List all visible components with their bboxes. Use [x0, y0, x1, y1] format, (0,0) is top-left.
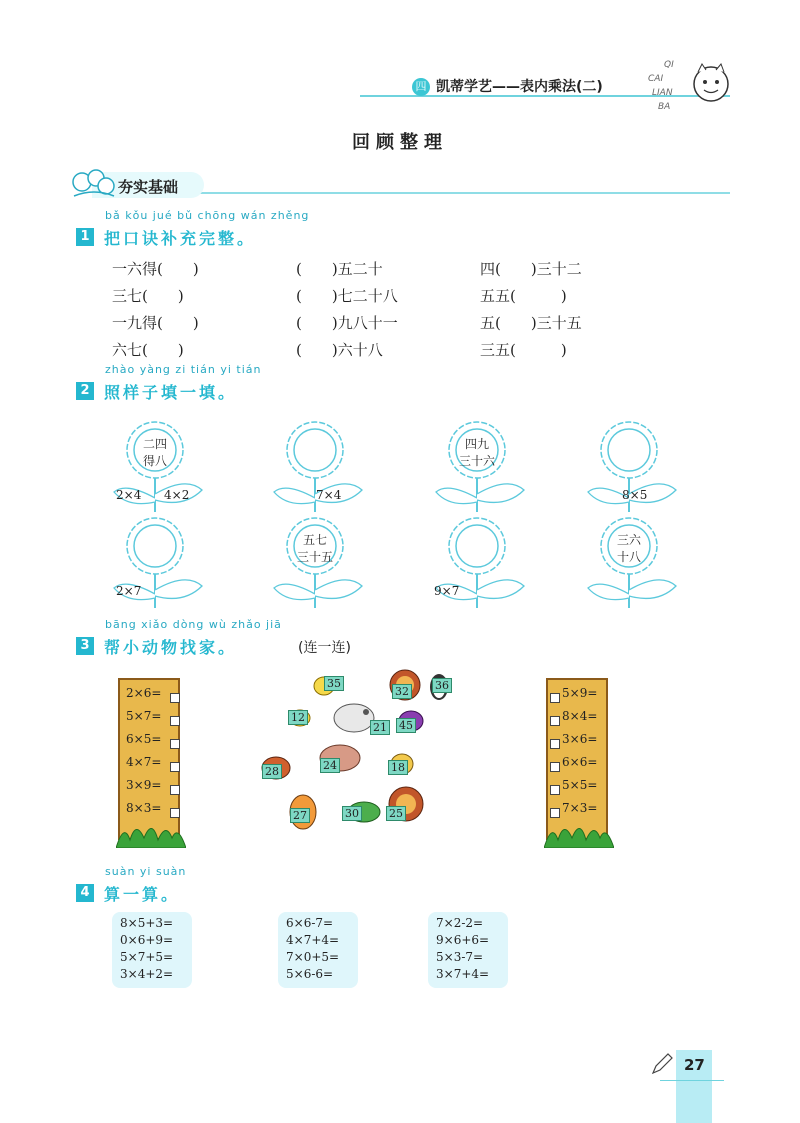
fill-item[interactable]: 三五( ) [480, 341, 567, 359]
animal-number: 21 [370, 720, 390, 735]
section-title: 夯实基础 [118, 178, 179, 196]
calc-box [112, 912, 192, 988]
animal-number: 36 [432, 678, 452, 693]
flower-outline-icon [580, 420, 720, 520]
flower-card [266, 516, 406, 616]
unit-title: 凯蒂学艺——表内乘法(二) [436, 79, 603, 95]
flower-card [266, 420, 406, 520]
flower-leaf-right[interactable]: 7×4 [316, 488, 342, 502]
connect-dot[interactable] [550, 785, 560, 795]
calc-problem[interactable]: 5×7+5= [120, 950, 174, 964]
fill-item[interactable]: ( )六十八 [296, 341, 383, 359]
calc-problem[interactable]: 3×7+4= [436, 967, 490, 981]
post-equation: 5×5= [562, 778, 598, 792]
calc-problem[interactable]: 7×0+5= [286, 950, 340, 964]
flower-outline-icon [106, 516, 246, 616]
q3-hint: (连一连) [298, 640, 351, 656]
flower-card [106, 516, 246, 616]
connect-dot[interactable] [550, 693, 560, 703]
animal-number: 45 [396, 718, 416, 733]
calc-problem[interactable]: 3×4+2= [120, 967, 174, 981]
fill-item[interactable]: 三七( ) [112, 287, 184, 305]
flower-center-text: 五七 三十五 [296, 533, 333, 564]
connect-dot[interactable] [170, 716, 180, 726]
connect-dot[interactable] [550, 808, 560, 818]
animal-number: 28 [262, 764, 282, 779]
fill-item[interactable]: 四( )三十二 [480, 260, 582, 278]
connect-dot[interactable] [170, 785, 180, 795]
q1-number: 1 [76, 228, 94, 246]
calc-problem[interactable]: 0×6+9= [120, 933, 174, 947]
cat-mascot-icon [690, 62, 732, 104]
post-equation: 7×3= [562, 801, 598, 815]
connect-dot[interactable] [170, 762, 180, 772]
unit-badge: 四 [412, 78, 430, 96]
post-equation: 5×7= [126, 709, 162, 723]
fill-item[interactable]: 五五( ) [480, 287, 567, 305]
animal-number: 12 [288, 710, 308, 725]
animal-number: 24 [320, 758, 340, 773]
fill-item[interactable]: 一六得( ) [112, 260, 199, 278]
connect-dot[interactable] [550, 739, 560, 749]
fill-item[interactable]: ( )五二十 [296, 260, 383, 278]
calc-problem[interactable]: 9×6+6= [436, 933, 490, 947]
q4-number: 4 [76, 884, 94, 902]
fill-item[interactable]: ( )七二十八 [296, 287, 398, 305]
post-equation: 6×6= [562, 755, 598, 769]
q3-instruction: 帮小动物找家。 [104, 638, 238, 657]
q3-pinyin: bāng xiǎo dòng wù zhǎo jiā [105, 618, 282, 631]
flower-center-text: 二四 得八 [142, 437, 167, 468]
animal-number: 18 [388, 760, 408, 775]
connect-dot[interactable] [550, 762, 560, 772]
grass-icon [116, 818, 186, 848]
fill-item[interactable]: 一九得( ) [112, 314, 199, 332]
deco-word: LIAN [652, 88, 673, 98]
fill-item[interactable]: 五( )三十五 [480, 314, 582, 332]
calc-problem[interactable]: 5×3-7= [436, 950, 484, 964]
flower-card [428, 516, 568, 616]
deco-word: QI [664, 60, 674, 70]
flower-leaf-right[interactable]: 4×2 [164, 488, 190, 502]
animal-number: 32 [392, 684, 412, 699]
flower-leaf-left[interactable]: 2×4 [116, 488, 142, 502]
flower-outline-icon [266, 420, 406, 520]
calc-box [428, 912, 508, 988]
flower-cluster-icon [70, 166, 118, 200]
deco-word: BA [658, 102, 671, 112]
flower-outline-icon [106, 420, 246, 520]
animal-number: 30 [342, 806, 362, 821]
flower-card [580, 516, 720, 616]
fill-item[interactable]: ( )九八十一 [296, 314, 398, 332]
pencil-icon [650, 1052, 674, 1076]
animal-number: 27 [290, 808, 310, 823]
grass-icon [544, 818, 614, 848]
flower-outline-icon [580, 516, 720, 616]
connect-dot[interactable] [170, 693, 180, 703]
matching-scene [110, 668, 622, 856]
q3-number: 3 [76, 637, 94, 655]
calc-problem[interactable]: 8×5+3= [120, 916, 174, 930]
calc-problem[interactable]: 6×6-7= [286, 916, 334, 930]
flower-center-text: 四九 三十六 [458, 437, 495, 468]
q2-pinyin: zhào yàng zi tián yi tián [105, 363, 262, 376]
flower-center-text: 三六 十八 [616, 533, 641, 564]
flower-leaf-right[interactable]: 8×5 [622, 488, 648, 502]
connect-dot[interactable] [170, 808, 180, 818]
animal-number: 25 [386, 806, 406, 821]
page-rule [660, 1080, 724, 1081]
fill-item[interactable]: 六七( ) [112, 341, 184, 359]
post-equation: 3×6= [562, 732, 598, 746]
connect-dot[interactable] [170, 739, 180, 749]
calc-problem[interactable]: 7×2-2= [436, 916, 484, 930]
q1-pinyin: bǎ kǒu jué bǔ chōng wán zhěng [105, 209, 310, 222]
post-equation: 2×6= [126, 686, 162, 700]
flower-leaf-left[interactable]: 9×7 [434, 584, 460, 598]
calc-problem[interactable]: 5×6-6= [286, 967, 334, 981]
flower-card [106, 420, 246, 520]
animal-number: 35 [324, 676, 344, 691]
post-equation: 6×5= [126, 732, 162, 746]
flower-card [428, 420, 568, 520]
calc-box [278, 912, 358, 988]
deco-word: CAI [648, 74, 664, 84]
q1-instruction: 把口诀补充完整。 [104, 229, 257, 248]
post-equation: 5×9= [562, 686, 598, 700]
q4-pinyin: suàn yi suàn [105, 865, 187, 878]
calc-problem[interactable]: 4×7+4= [286, 933, 340, 947]
connect-dot[interactable] [550, 716, 560, 726]
q2-number: 2 [76, 382, 94, 400]
page-title: 回顾整理 [352, 132, 448, 153]
q4-instruction: 算一算。 [104, 885, 181, 904]
post-equation: 8×3= [126, 801, 162, 815]
flower-leaf-left[interactable]: 2×7 [116, 584, 142, 598]
q2-instruction: 照样子填一填。 [104, 383, 238, 402]
post-equation: 3×9= [126, 778, 162, 792]
flower-outline-icon [266, 516, 406, 616]
page-number: 27 [684, 1056, 705, 1074]
flower-outline-icon [428, 516, 568, 616]
flower-card [580, 420, 720, 520]
flower-outline-icon [428, 420, 568, 520]
post-equation: 8×4= [562, 709, 598, 723]
post-equation: 4×7= [126, 755, 162, 769]
